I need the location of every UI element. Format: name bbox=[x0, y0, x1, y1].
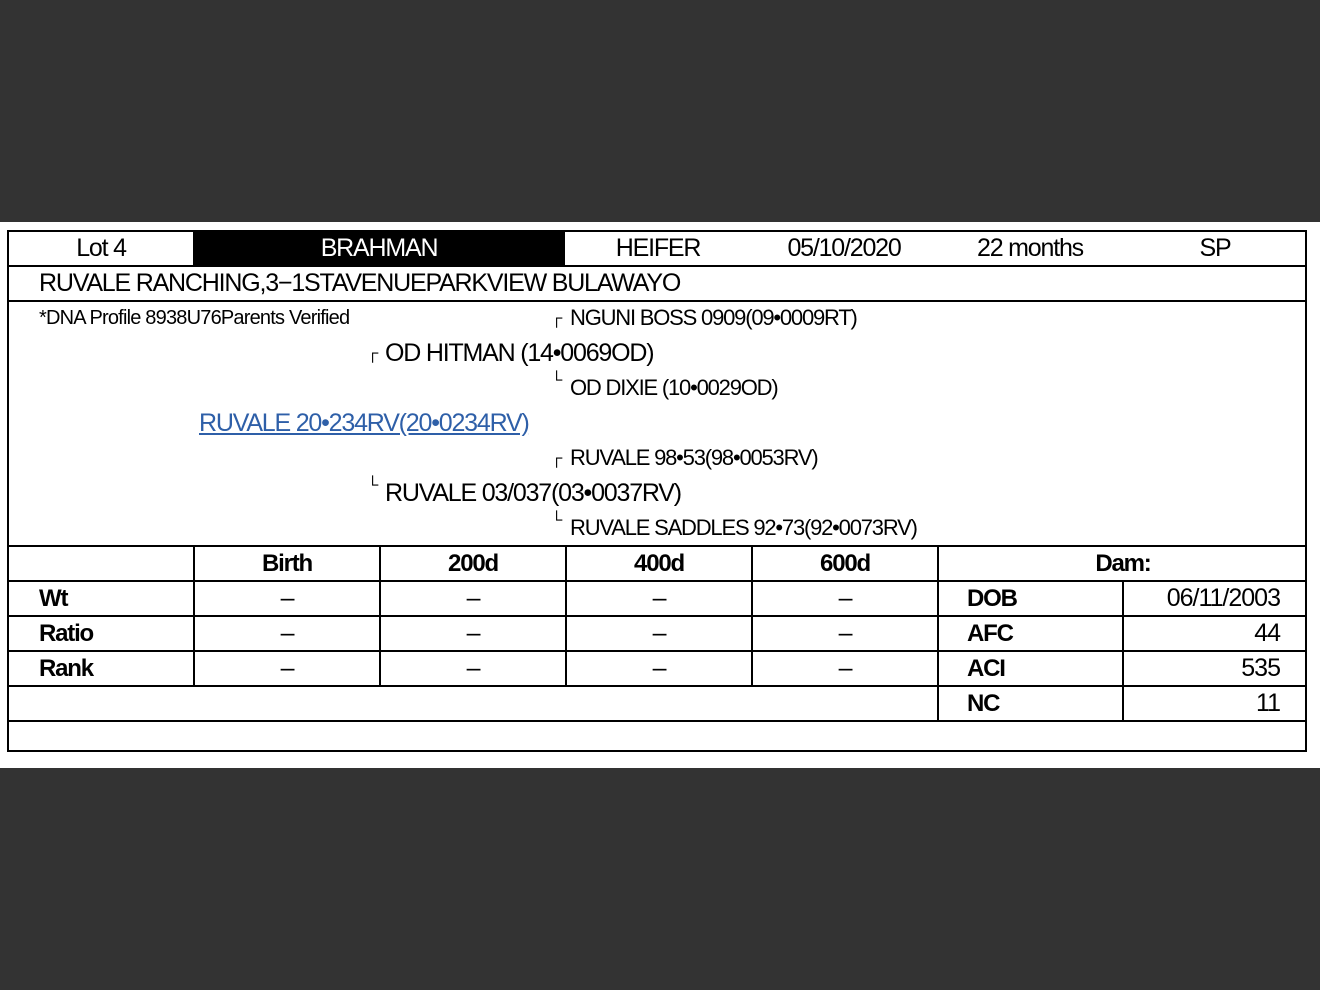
owner-address: RUVALE RANCHING,3−1STAVENUEPARKVIEW BULAWAYO bbox=[39, 269, 681, 297]
column-header-600d: 600d bbox=[820, 549, 870, 577]
dam-afc-label: AFC bbox=[967, 619, 1013, 647]
table-cell: – bbox=[838, 654, 852, 682]
dam-sire: RUVALE 98•53(98•0053RV) bbox=[570, 445, 818, 470]
lot-number: Lot 4 bbox=[76, 234, 126, 262]
table-cell: – bbox=[466, 654, 480, 682]
table-cell: – bbox=[838, 619, 852, 647]
lot-card-frame bbox=[7, 230, 1307, 752]
sex-label: HEIFER bbox=[615, 234, 701, 262]
sire-dam: OD DIXIE (10•0029OD) bbox=[570, 375, 778, 400]
column-header-birth: Birth bbox=[262, 549, 312, 577]
dam-afc-value: 44 bbox=[1254, 619, 1280, 647]
dam-info-title: Dam: bbox=[1095, 549, 1151, 577]
divider bbox=[9, 300, 1305, 302]
dam-dob-value: 06/11/2003 bbox=[1166, 584, 1280, 612]
table-cell: – bbox=[652, 619, 666, 647]
table-cell: – bbox=[466, 619, 480, 647]
row-label-ratio: Ratio bbox=[39, 619, 94, 647]
table-cell: – bbox=[652, 584, 666, 612]
subject-animal-link[interactable]: RUVALE 20•234RV(20•0234RV) bbox=[199, 409, 529, 437]
table-cell: – bbox=[652, 654, 666, 682]
age-label: 22 months bbox=[977, 234, 1083, 262]
sire-sire: NGUNI BOSS 0909(09•0009RT) bbox=[570, 305, 857, 330]
table-cell: – bbox=[280, 619, 294, 647]
row-label-rank: Rank bbox=[39, 654, 93, 682]
dna-note: *DNA Profile 8938U76Parents Verified bbox=[39, 307, 350, 329]
column-header-200d: 200d bbox=[448, 549, 498, 577]
dam-aci-value: 535 bbox=[1241, 654, 1280, 682]
table-cell: – bbox=[280, 654, 294, 682]
dam: RUVALE 03/037(03•0037RV) bbox=[385, 479, 681, 507]
row-label-wt: Wt bbox=[39, 584, 68, 612]
table-cell: – bbox=[466, 584, 480, 612]
dam-aci-label: ACI bbox=[967, 654, 1005, 682]
lot-card bbox=[0, 222, 1320, 768]
dam-nc-label: NC bbox=[967, 689, 1000, 717]
table-cell: – bbox=[838, 584, 852, 612]
bracket-down-icon: └ bbox=[551, 372, 563, 389]
column-header-400d: 400d bbox=[634, 549, 684, 577]
bracket-down-icon: └ bbox=[551, 512, 563, 529]
breed-label: BRAHMAN bbox=[193, 232, 565, 265]
dam-dob-label: DOB bbox=[967, 584, 1017, 612]
bracket-up-icon: ┌ bbox=[551, 310, 563, 327]
divider bbox=[9, 720, 1305, 722]
bracket-up-icon: ┌ bbox=[551, 450, 563, 467]
dam-dam: RUVALE SADDLES 92•73(92•0073RV) bbox=[570, 515, 917, 540]
dam-nc-value: 11 bbox=[1256, 689, 1280, 717]
birth-date: 05/10/2020 bbox=[787, 234, 901, 262]
table-cell: – bbox=[280, 584, 294, 612]
sire: OD HITMAN (14•0069OD) bbox=[385, 339, 654, 367]
code-label: SP bbox=[1199, 234, 1231, 262]
bracket-up-icon: ┌ bbox=[367, 345, 379, 362]
divider bbox=[9, 685, 1305, 687]
bracket-down-icon: └ bbox=[367, 477, 379, 494]
